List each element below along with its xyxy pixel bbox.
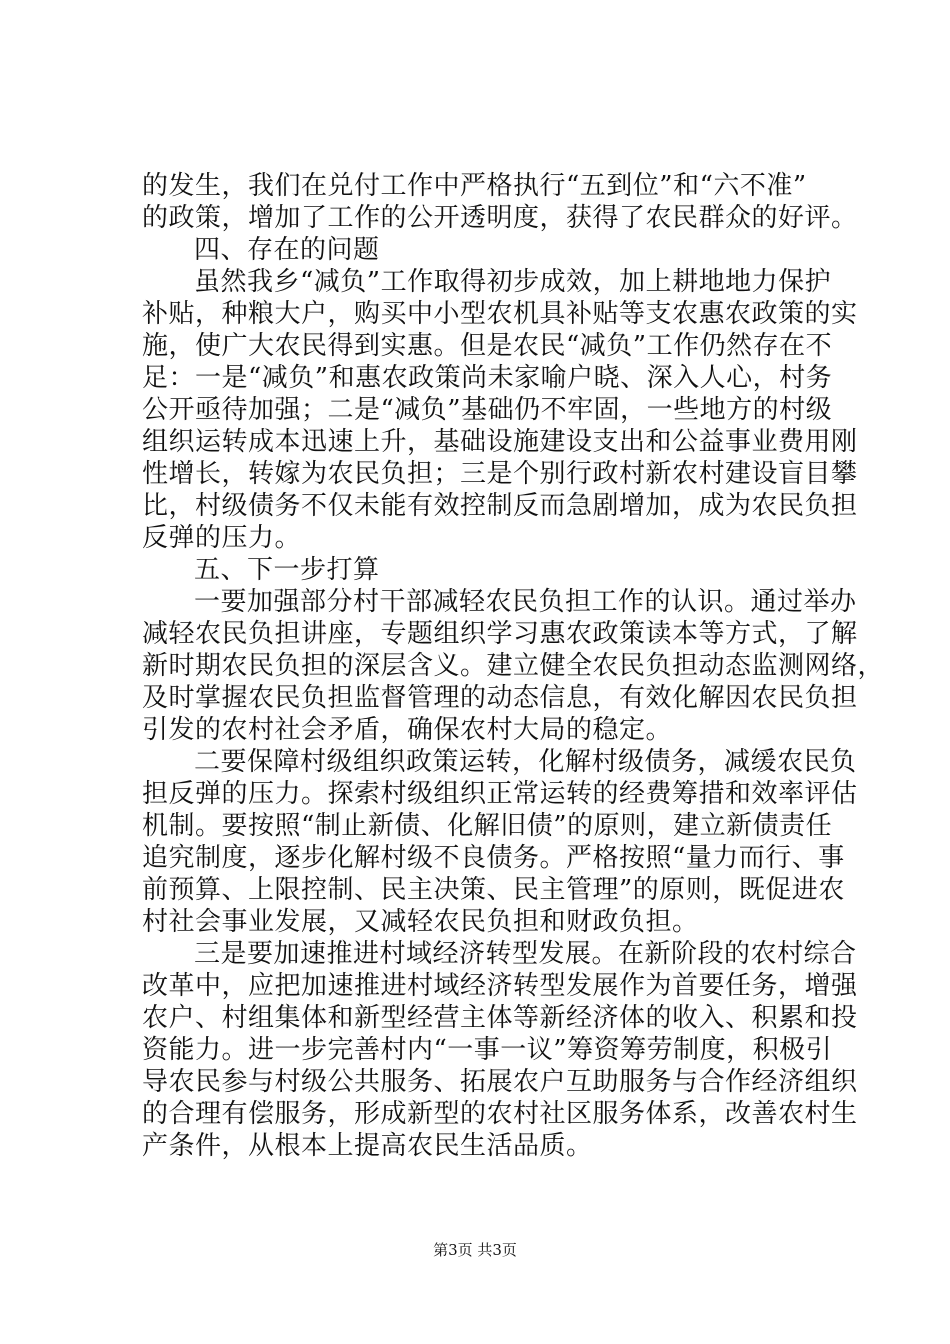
text-line: 的合理有偿服务，形成新型的农村社区服务体系，改善农村生: [142, 1099, 858, 1129]
text-line: 性增长，转嫁为农民负担；三是个别行政村新农村建设盲目攀: [142, 459, 858, 489]
text-line: 施，使广大农民得到实惠。但是农民“减负”工作仍然存在不: [142, 331, 833, 361]
text-line: 产条件，从根本上提高农民生活品质。: [142, 1131, 593, 1161]
text-line: 村社会事业发展，又减轻农民负担和财政负担。: [142, 907, 699, 937]
text-line: 二要保障村级组织政策运转，化解村级债务，减缓农民负: [194, 747, 857, 777]
text-line: 补贴，种粮大户，购买中小型农机具补贴等支农惠农政策的实: [142, 299, 858, 329]
text-line: 的发生，我们在兑付工作中严格执行“五到位”和“六不准”: [142, 171, 807, 201]
text-line: 的政策，增加了工作的公开透明度，获得了农民群众的好评。: [142, 203, 858, 233]
text-line: 改革中，应把加速推进村域经济转型发展作为首要任务，增强: [142, 971, 858, 1001]
page-footer: 第3页 共3页: [433, 1241, 517, 1259]
text-line: 农户、村组集体和新型经营主体等新经济体的收入、积累和投: [142, 1003, 858, 1033]
text-line: 引发的农村社会矛盾，确保农村大局的稳定。: [142, 715, 673, 745]
text-line: 公开亟待加强；二是“减负”基础仍不牢固，一些地方的村级: [142, 395, 833, 425]
text-line: 足：一是“减负”和惠农政策尚未家喻户晓、深入人心，村务: [142, 363, 833, 393]
text-line: 导农民参与村级公共服务、拓展农户互助服务与合作经济组织: [142, 1067, 858, 1097]
text-line: 及时掌握农民负担监督管理的动态信息，有效化解因农民负担: [142, 683, 858, 713]
text-line: 追究制度，逐步化解村级不良债务。严格按照“量力而行、事: [142, 843, 845, 873]
text-line: 减轻农民负担讲座，专题组织学习惠农政策读本等方式，了解: [142, 619, 858, 649]
text-line: 组织运转成本迅速上升，基础设施建设支出和公益事业费用刚: [142, 427, 858, 457]
text-line: 五、下一步打算: [194, 555, 380, 585]
text-line: 比，村级债务不仅未能有效控制反而急剧增加，成为农民负担: [142, 491, 858, 521]
text-line: 虽然我乡“减负”工作取得初步成效，加上耕地地力保护: [194, 267, 832, 297]
text-line: 四、存在的问题: [194, 235, 380, 265]
text-line: 新时期农民负担的深层含义。建立健全农民负担动态监测网络，: [142, 651, 885, 681]
text-line: 机制。要按照“制止新债、化解旧债”的原则，建立新债责任: [142, 811, 833, 841]
text-line: 资能力。进一步完善村内“一事一议”筹资筹劳制度，积极引: [142, 1035, 833, 1065]
text-line: 一要加强部分村干部减轻农民负担工作的认识。通过举办: [194, 587, 857, 617]
text-line: 前预算、上限控制、民主决策、民主管理”的原则，既促进农: [142, 875, 845, 905]
text-line: 三是要加速推进村域经济转型发展。在新阶段的农村综合: [194, 939, 857, 969]
document-body: [142, 170, 885, 1162]
text-line: 反弹的压力。: [142, 523, 302, 553]
text-line: 担反弹的压力。探索村级组织正常运转的经费筹措和效率评估: [142, 779, 858, 809]
